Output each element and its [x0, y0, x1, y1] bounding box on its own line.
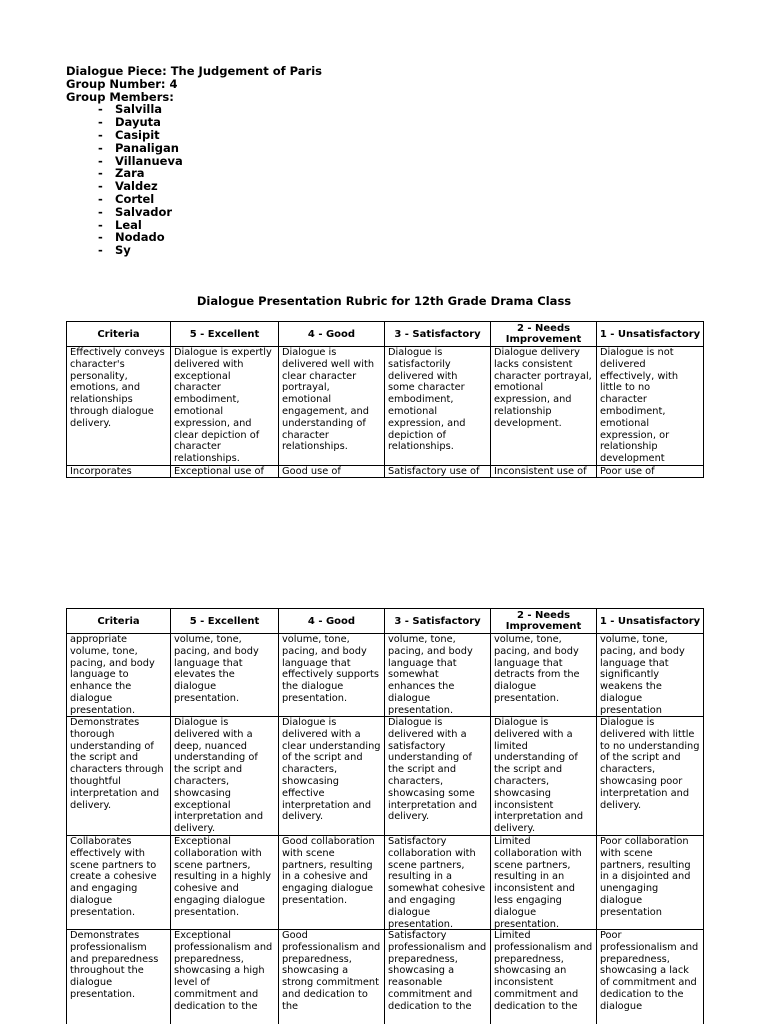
- cell-text: Dialogue is delivered with a deep, nuanced understanding of the script and characters, showcasing exceptional interpretation and delivery.: [174, 717, 264, 835]
- rating-cell: [597, 466, 704, 478]
- column-header: 1 - Unsatisfactory: [597, 609, 704, 634]
- cell-text: Satisfactory use of: [388, 466, 480, 477]
- column-header: 2 - Needs Improvement: [491, 609, 597, 634]
- column-header: 5 - Excellent: [171, 609, 279, 634]
- rating-cell: [385, 347, 491, 466]
- cell-text: Demonstrates professionalism and preparedness throughout the dialogue presentation.: [70, 930, 159, 1000]
- bullet-dash: -: [98, 179, 103, 194]
- criteria-cell: [67, 930, 171, 1024]
- rating-cell: [279, 634, 385, 717]
- table-header-row: [67, 322, 704, 347]
- bullet-dash: -: [98, 191, 103, 206]
- bullet-dash: -: [98, 204, 103, 219]
- cell-text: Good use of: [282, 466, 341, 477]
- group-member-name: Salvilla: [115, 102, 163, 117]
- bullet-dash: -: [98, 243, 103, 258]
- group-member-name: Dayuta: [115, 115, 161, 130]
- rating-cell: [279, 836, 385, 930]
- group-member-name: Cortel: [115, 191, 155, 206]
- rating-cell: [597, 347, 704, 466]
- criteria-cell: [67, 836, 171, 930]
- group-member-item: [66, 180, 322, 193]
- cell-text: volume, tone, pacing, and body language that significantly weakens the dialogue presentation: [600, 634, 685, 716]
- cell-text: Limited professionalism and preparedness, showcasing an inconsistent commitment and dedication to the: [494, 930, 593, 1012]
- rubric-table-part-1: [66, 321, 704, 478]
- column-header: 5 - Excellent: [171, 322, 279, 347]
- group-members-label: Group Members:: [66, 89, 174, 104]
- group-member-item: [66, 231, 322, 244]
- rating-cell: [385, 634, 491, 717]
- cell-text: Limited collaboration with scene partners, resulting in an inconsistent and less engaging dialogue presentation.: [494, 836, 582, 929]
- group-member-name: Villanueva: [115, 153, 183, 168]
- bullet-dash: -: [98, 140, 103, 155]
- group-member-item: [66, 193, 322, 206]
- column-header: Criteria: [67, 609, 171, 634]
- group-members-list: [66, 103, 322, 257]
- rating-cell: [385, 930, 491, 1024]
- rating-cell: [385, 717, 491, 836]
- group-member-item: [66, 103, 322, 116]
- column-header: 2 - Needs Improvement: [491, 322, 597, 347]
- cell-text: Exceptional use of: [174, 466, 264, 477]
- rating-cell: [279, 930, 385, 1024]
- cell-text: Dialogue is delivered with a satisfactory understanding of the script and characters, showcasing some interpretation and delivery.: [388, 717, 478, 823]
- bullet-dash: -: [98, 166, 103, 181]
- cell-text: Good collaboration with scene partners, resulting in a cohesive and engaging dialogue presentation.: [282, 836, 375, 906]
- bullet-dash: -: [98, 153, 103, 168]
- table-row: [67, 466, 704, 478]
- column-header: 3 - Satisfactory: [385, 609, 491, 634]
- cell-text: Good professionalism and preparedness, showcasing a strong commitment and dedication to the: [282, 930, 381, 1012]
- group-member-item: [66, 206, 322, 219]
- rating-cell: [597, 717, 704, 836]
- group-member-name: Leal: [115, 217, 142, 232]
- cell-text: Dialogue is expertly delivered with exceptional character embodiment, emotional expression, and clear depiction of character relationships.: [174, 347, 272, 465]
- table-row: [67, 836, 704, 930]
- criteria-cell: [67, 347, 171, 466]
- column-header: 4 - Good: [279, 609, 385, 634]
- column-header: 3 - Satisfactory: [385, 322, 491, 347]
- cell-text: Dialogue delivery lacks consistent character portrayal, emotional expression, and relationship development.: [494, 347, 592, 429]
- dialogue-piece: Dialogue Piece: The Judgement of Paris: [66, 64, 322, 78]
- cell-text: volume, tone, pacing, and body language that elevates the dialogue presentation.: [174, 634, 259, 704]
- group-member-item: [66, 167, 322, 180]
- table-row: [67, 930, 704, 1024]
- rating-cell: [597, 836, 704, 930]
- cell-text: Dialogue is delivered with a clear understanding of the script and characters, showcasing effective interpretation and delivery.: [282, 717, 381, 823]
- cell-text: Dialogue is delivered with little to no understanding of the script and characters, showcasing poor interpretation and delivery.: [600, 717, 700, 811]
- table-row: [67, 347, 704, 466]
- column-header: 1 - Unsatisfactory: [597, 322, 704, 347]
- group-member-item: [66, 244, 322, 257]
- cell-text: Satisfactory professionalism and preparedness, showcasing a reasonable commitment and dedication to the: [388, 930, 487, 1012]
- cell-text: Inconsistent use of: [494, 466, 587, 477]
- cell-text: Dialogue is delivered with a limited understanding of the script and characters, showcasing inconsistent interpretation and delivery.: [494, 717, 584, 835]
- criteria-cell: [67, 717, 171, 836]
- group-member-name: Valdez: [115, 179, 158, 194]
- bullet-dash: -: [98, 102, 103, 117]
- column-header: Criteria: [67, 322, 171, 347]
- cell-text: Demonstrates thorough understanding of the script and characters through thoughtful interpretation and delivery.: [70, 717, 164, 811]
- group-member-name: Panaligan: [115, 140, 179, 155]
- cell-text: Exceptional professionalism and preparedness, showcasing a high level of commitment and dedication to the: [174, 930, 273, 1012]
- rating-cell: [171, 634, 279, 717]
- bullet-dash: -: [98, 115, 103, 130]
- cell-text: Exceptional collaboration with scene partners, resulting in a highly cohesive and engaging dialogue presentation.: [174, 836, 272, 918]
- group-member-item: [66, 142, 322, 155]
- group-member-name: Salvador: [115, 204, 173, 219]
- cell-text: Effectively conveys character's personality, emotions, and relationships through dialogue delivery.: [70, 347, 165, 429]
- rating-cell: [491, 930, 597, 1024]
- rating-cell: [491, 717, 597, 836]
- cell-text: Dialogue is satisfactorily delivered with some character embodiment, emotional expression, and depiction of relationships.: [388, 347, 466, 453]
- rating-cell: [385, 836, 491, 930]
- table-header-row: [67, 609, 704, 634]
- table-row: [67, 717, 704, 836]
- group-member-item: [66, 129, 322, 142]
- column-header: 4 - Good: [279, 322, 385, 347]
- cell-text: Poor professionalism and preparedness, showcasing a lack of commitment and dedication to the dialogue: [600, 930, 699, 1012]
- rating-cell: [279, 466, 385, 478]
- group-member-item: [66, 116, 322, 129]
- bullet-dash: -: [98, 217, 103, 232]
- cell-text: Incorporates: [70, 466, 132, 477]
- document-header: [66, 65, 322, 257]
- group-member-name: Sy: [115, 243, 131, 258]
- rubric-title: Dialogue Presentation Rubric for 12th Grade Drama Class: [196, 294, 572, 308]
- cell-text: Poor use of: [600, 466, 655, 477]
- rating-cell: [279, 347, 385, 466]
- rating-cell: [597, 634, 704, 717]
- cell-text: Dialogue is not delivered effectively, with little to no character embodiment, emotional expression, or relationship development: [600, 347, 679, 465]
- rating-cell: [171, 347, 279, 466]
- bullet-dash: -: [98, 127, 103, 142]
- table-row: [67, 634, 704, 717]
- rating-cell: [171, 717, 279, 836]
- rating-cell: [279, 717, 385, 836]
- group-member-item: [66, 219, 322, 232]
- cell-text: Collaborates effectively with scene partners to create a cohesive and engaging dialogue presentation.: [70, 836, 157, 918]
- group-number: Group Number: 4: [66, 76, 178, 91]
- cell-text: volume, tone, pacing, and body language that somewhat enhances the dialogue presentation.: [388, 634, 473, 716]
- rating-cell: [597, 930, 704, 1024]
- rating-cell: [171, 466, 279, 478]
- rubric-table-part-2: [66, 608, 704, 1024]
- cell-text: appropriate volume, tone, pacing, and body language to enhance the dialogue presentation.: [70, 634, 155, 716]
- cell-text: volume, tone, pacing, and body language that detracts from the dialogue presentation.: [494, 634, 580, 704]
- group-member-name: Zara: [115, 166, 145, 181]
- rating-cell: [171, 930, 279, 1024]
- rating-cell: [385, 466, 491, 478]
- rating-cell: [491, 347, 597, 466]
- group-member-name: Nodado: [115, 230, 165, 245]
- rating-cell: [171, 836, 279, 930]
- group-member-item: [66, 155, 322, 168]
- criteria-cell: [67, 634, 171, 717]
- criteria-cell: [67, 466, 171, 478]
- rating-cell: [491, 634, 597, 717]
- bullet-dash: -: [98, 230, 103, 245]
- cell-text: volume, tone, pacing, and body language that effectively supports the dialogue presentation.: [282, 634, 379, 704]
- rating-cell: [491, 836, 597, 930]
- cell-text: Dialogue is delivered well with clear character portrayal, emotional engagement, and understanding of character relationships.: [282, 347, 375, 453]
- group-member-name: Casipit: [115, 127, 160, 142]
- cell-text: Satisfactory collaboration with scene partners, resulting in a somewhat cohesive and engaging dialogue presentation.: [388, 836, 486, 929]
- rating-cell: [491, 466, 597, 478]
- cell-text: Poor collaboration with scene partners, resulting in a disjointed and unengaging dialogue presentation: [600, 836, 691, 918]
